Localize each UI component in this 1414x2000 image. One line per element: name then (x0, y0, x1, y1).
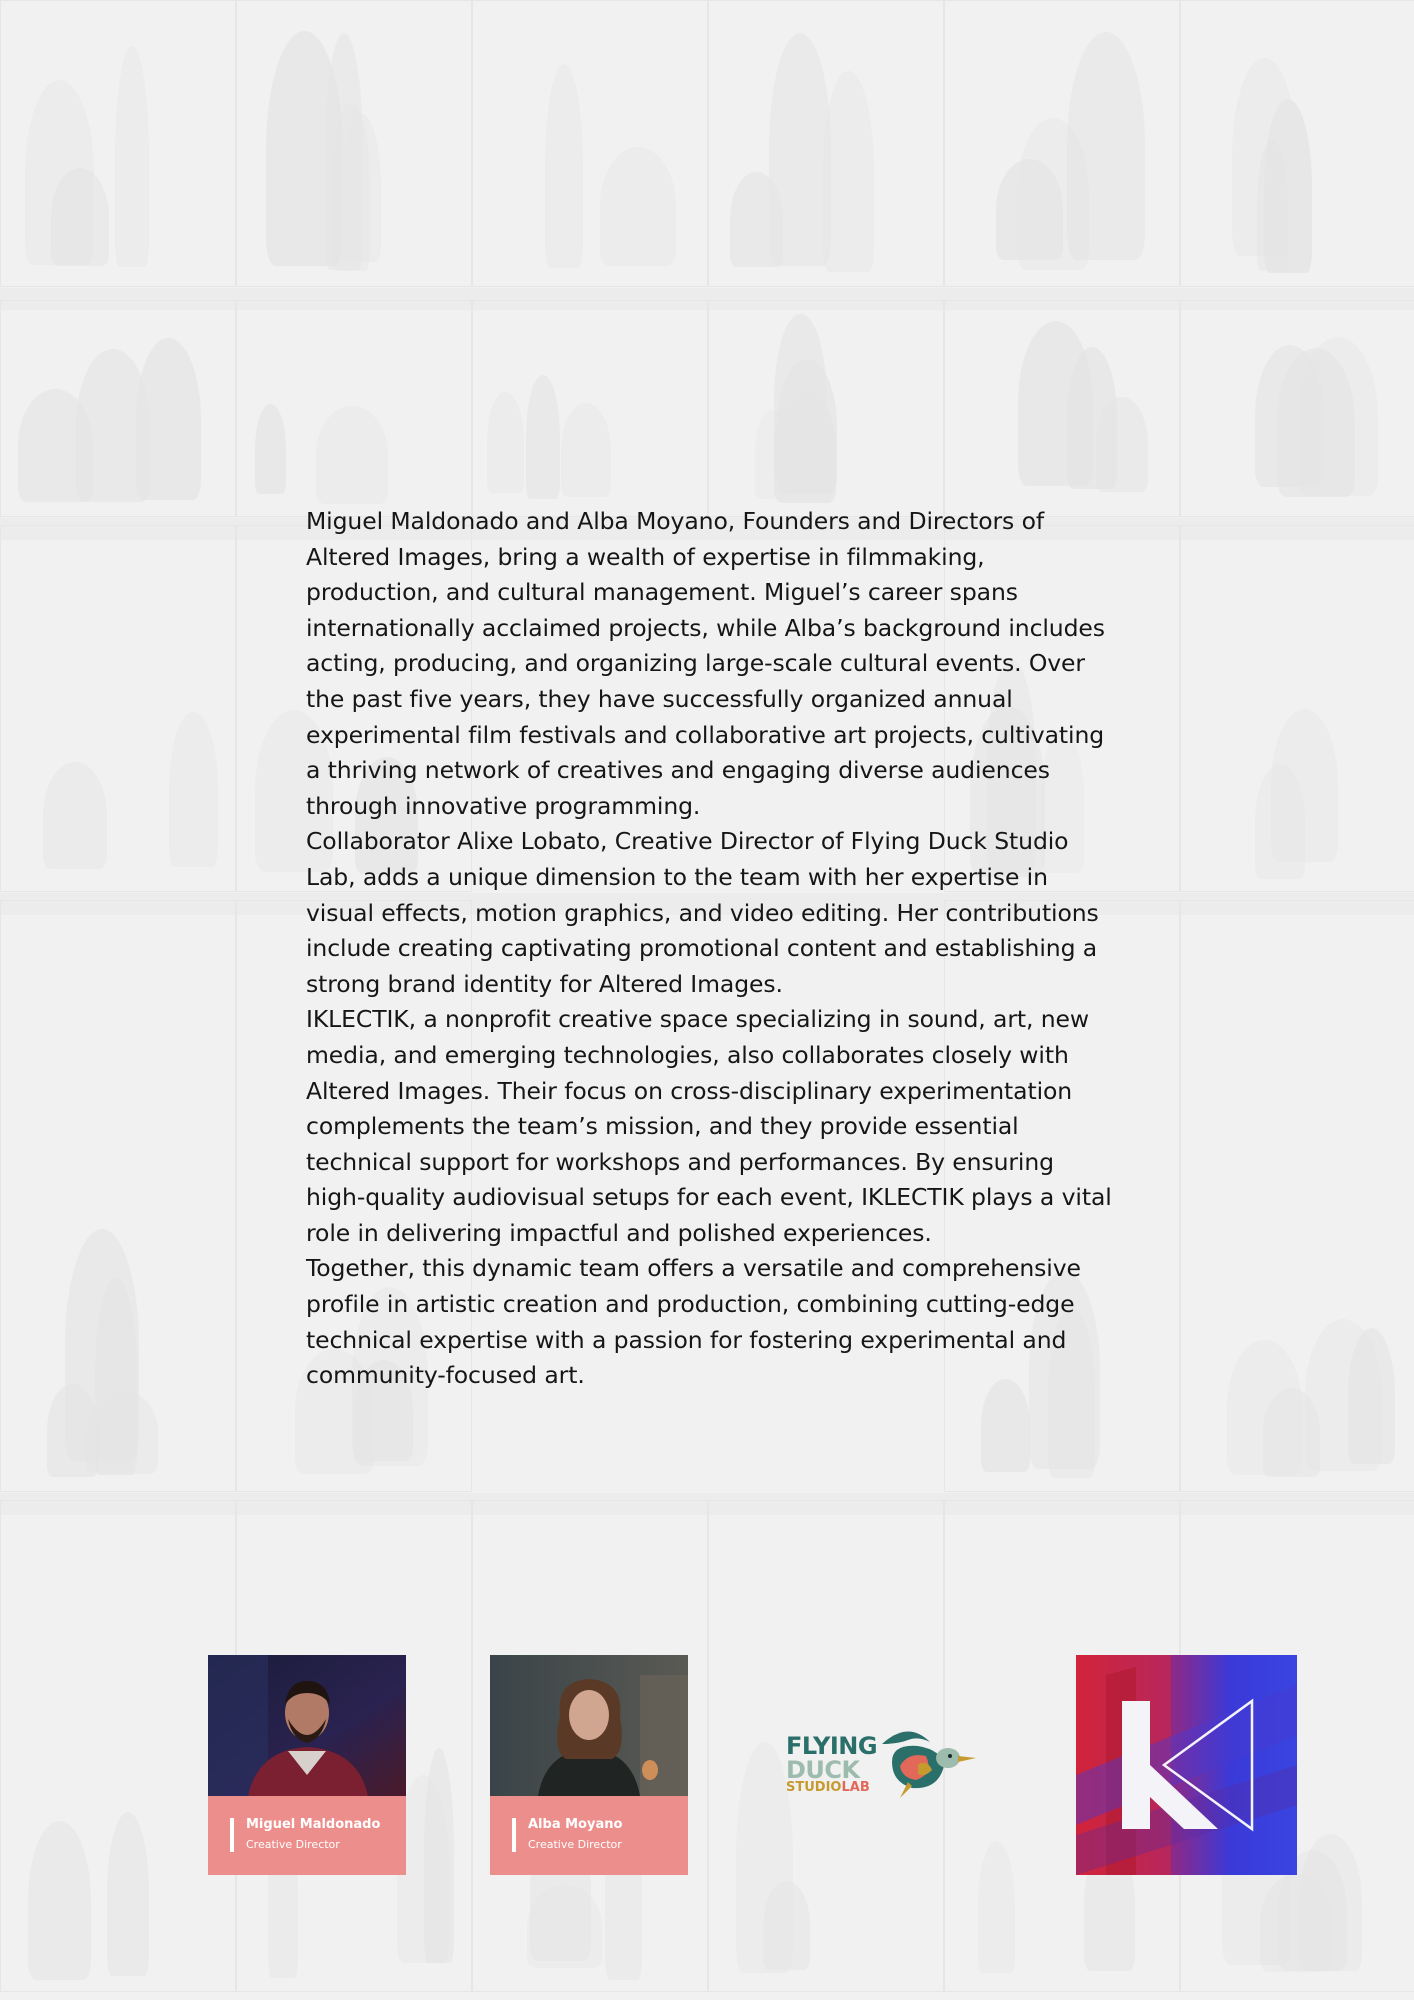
alba-photo (490, 1655, 688, 1796)
team-card-miguel (208, 1655, 406, 1875)
logo-word-studiolab (786, 1780, 870, 1795)
team-member-name: Miguel Maldonado (246, 1817, 381, 1832)
team-member-name: Alba Moyano (528, 1817, 623, 1832)
paragraph-iklectik: IKLECTIK, a nonprofit creative space specializing in sound, art, new media, and emerging technologies, also collaborates closely with Altered Images. Their focus on cross-disciplinary experimentation complements the team’s mission, and they provide essential technical support for workshops and performances. By ensuring high-quality audiovisual setups for each event, IKLECTIK plays a vital role in delivering impactful and polished experiences. (306, 1005, 1112, 1247)
flying-duck-logo (786, 1722, 978, 1798)
logo-word-studio: STUDIO (786, 1780, 842, 1795)
paragraph-together: Together, this dynamic team offers a versatile and comprehensive profile in artistic creation and production, combining cutting-edge technical expertise with a passion for fostering experimental and community-focused art. (306, 1254, 1081, 1390)
team-member-role: Creative Director (246, 1838, 340, 1851)
accent-bar (230, 1818, 234, 1852)
logo-word-lab: LAB (841, 1780, 870, 1795)
card-band (208, 1796, 406, 1875)
card-band (490, 1796, 688, 1875)
paragraph-founders: Miguel Maldonado and Alba Moyano, Founders and Directors of Altered Images, bring a wealth of expertise in filmmaking, production, and cultural management. Miguel’s career spans internationally acclaimed projects, while Alba’s background includes acting, producing, and organizing large-scale cultural events. Over the past five years, they have successfully organized annual experimental film festivals and collaborative art projects, cultivating a thriving network of creatives and engaging diverse audiences through innovative programming. (306, 507, 1105, 820)
duck-icon (878, 1722, 978, 1798)
team-member-role: Creative Director (528, 1838, 622, 1851)
logo-word-flying: FLYING (786, 1732, 878, 1760)
k-logo-icon (1076, 1655, 1297, 1875)
logo-word-duck: DUCK (786, 1756, 860, 1784)
body-text (306, 504, 1118, 1394)
paragraph-collaborator: Collaborator Alixe Lobato, Creative Director of Flying Duck Studio Lab, adds a unique dimension to the team with her expertise in visual effects, motion graphics, and video editing. Her contributions include creating captivating promotional content and establishing a strong brand identity for Altered Images. (306, 827, 1099, 998)
team-card-alba (490, 1655, 688, 1875)
miguel-photo (208, 1655, 406, 1796)
accent-bar (512, 1818, 516, 1852)
